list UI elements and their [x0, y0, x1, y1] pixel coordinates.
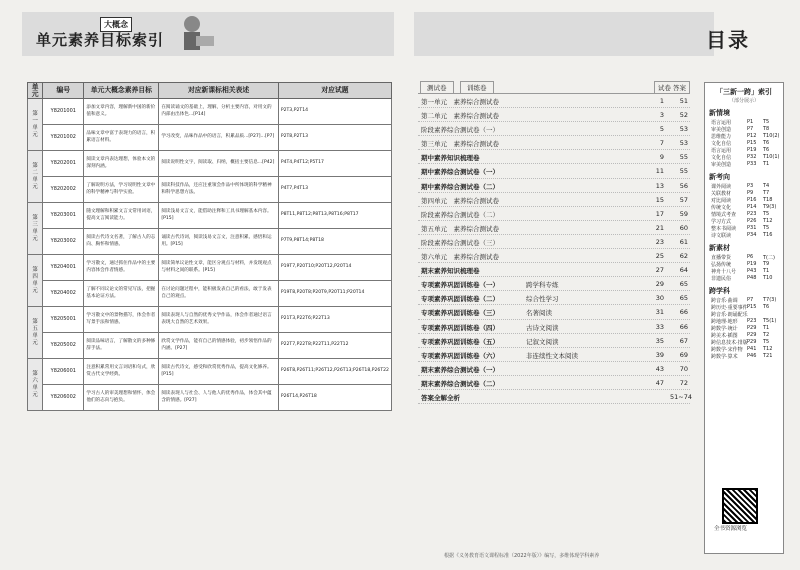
toc-page: 43: [655, 364, 664, 373]
side-item-field: T16: [763, 232, 773, 238]
side-item: [711, 225, 783, 232]
unit-label: 第六单元: [28, 359, 43, 411]
toc-answer-page: 60: [679, 223, 688, 232]
toc-entry[interactable]: [418, 136, 690, 150]
side-item-field: 跨数学·宋作物: [711, 347, 743, 353]
side-item-field: 语言运用: [711, 120, 732, 126]
footnote: 根据《义务教育语文课程标准（2022年版）》编写，多维体现学科素养: [444, 553, 600, 559]
cell-ex: P8T11,P8T12;P8T13,P8T16;P8T17: [278, 203, 391, 229]
side-item-field: T4: [763, 183, 770, 189]
side-item-field: T10(2): [763, 133, 780, 139]
toc-entry[interactable]: [418, 94, 690, 108]
side-item: [711, 268, 783, 275]
toc-answer-page: 61: [679, 237, 688, 246]
toc-title: 第一单元 素养综合测试卷: [421, 98, 499, 106]
side-item: [711, 126, 783, 133]
cell-goal: 品味文章中富于表现力的语言，积累语言材料。: [84, 125, 159, 151]
toc-answer-page: 64: [679, 266, 688, 275]
side-item-field: 诗文联读: [711, 233, 732, 239]
side-item: [711, 232, 783, 239]
toc-title: 专项素养巩固训练卷（一）: [421, 281, 499, 290]
table-header-cell: 对应新课标相关表述: [159, 83, 279, 99]
toc-entry[interactable]: [418, 390, 690, 404]
toc-page: 1: [659, 97, 664, 105]
side-item-field: T10(1): [763, 154, 780, 160]
toc-title: 第四单元 素养综合测试卷: [421, 196, 499, 205]
side-item-field: 关联教材: [711, 191, 732, 197]
toc-title: 第二单元 素养综合测试卷: [421, 112, 499, 121]
side-item: [711, 297, 783, 304]
side-item: [711, 119, 783, 126]
toc-page: 13: [655, 181, 664, 190]
cell-goal: 注意积累常用文言词语和句式，欣赏古代文学经典。: [84, 359, 159, 385]
side-item-field: 整本书阅读: [711, 226, 737, 232]
side-item-field: T21: [763, 353, 773, 359]
cell-goal: 了解不同议论文的常见写法，把握基本论证方法。: [84, 281, 159, 307]
cell-ex: P2T8,P2T13: [278, 125, 391, 151]
side-item-field: P23: [747, 318, 757, 324]
side-item-field: T2: [763, 332, 770, 338]
side-item: [711, 211, 783, 218]
side-item: [711, 147, 783, 154]
toc-page: 17: [655, 209, 664, 218]
toc-title: 专项素养巩固训练卷（六）: [421, 351, 499, 360]
cell-code: Y8202001: [43, 151, 84, 177]
side-item-field: T7: [763, 190, 770, 196]
side-item-field: T5(1): [763, 318, 777, 324]
side-item-field: T10: [763, 275, 773, 281]
side-item-field: P34: [747, 232, 757, 238]
cell-ex: P19T8,P20T8;P20T9,P20T11;P20T14: [278, 281, 391, 307]
toc-answer-page: 56: [679, 181, 688, 190]
toc-subtitle: 跨学科专练: [526, 281, 559, 290]
cell-goal: 阅读品味语言，了解散文的多种修辞手法。: [84, 333, 159, 359]
toc-entry[interactable]: [418, 221, 690, 235]
side-item-field: P29: [747, 332, 757, 338]
cell-goal: 添加文章内容，理解新中国的新价值和意义。: [84, 99, 159, 125]
side-item-field: T1: [763, 325, 770, 331]
toc-entry[interactable]: [418, 179, 690, 193]
side-item-field: 跨数学·统计: [711, 326, 738, 332]
cell-std: 学习改变，品味作品中的语言，积累品质...[P27]...[P7]: [159, 125, 279, 151]
toc-answer-page: 72: [679, 378, 688, 387]
side-item-field: P46: [747, 353, 757, 359]
side-item-field: P15: [747, 304, 757, 310]
side-item-field: 课外阅读: [711, 184, 732, 190]
side-item: [711, 339, 783, 346]
side-item-field: 非遗民俗: [711, 276, 732, 282]
side-item-field: 情境式考查: [711, 212, 737, 218]
toc-page: 11: [655, 167, 664, 176]
side-item-field: T18: [763, 197, 773, 203]
toc-entry[interactable]: [418, 305, 690, 319]
cell-std: 阅读说明性文字，阅读取、归纳，概括主要信息...[P42]: [159, 151, 279, 177]
table-row: [28, 177, 392, 203]
cell-ex: P26T14,P26T18: [278, 385, 391, 411]
toc-title: 阶段素养综合测试卷（三）: [421, 238, 499, 247]
qr-caption: 全书资源浏览: [714, 526, 748, 532]
cell-std: 在讨论问题过程中，能积极发表自己的看法，敢于发表自己的观点。: [159, 281, 279, 307]
side-item-field: P3: [747, 183, 754, 189]
toc-page: 15: [655, 195, 664, 204]
side-item-field: P7: [747, 297, 754, 303]
toc-answer-page: 57: [679, 195, 688, 204]
toc-entry[interactable]: [418, 249, 690, 263]
side-item-field: P19: [747, 147, 757, 153]
side-item-field: P9: [747, 190, 754, 196]
toc-entry[interactable]: [418, 207, 690, 221]
side-item-field: 学习方式: [711, 219, 732, 225]
toc-answer-page: 51: [679, 97, 688, 105]
side-item-field: 文化自信: [711, 141, 732, 147]
toc-entry[interactable]: [418, 348, 690, 362]
side-subtitle: （部分展示）: [728, 98, 759, 104]
side-item: [711, 190, 783, 197]
side-item: [711, 311, 783, 318]
big-concept-tag: 大概念: [100, 17, 132, 32]
side-item-field: P1: [747, 119, 754, 125]
table-row: [28, 359, 392, 385]
side-item-field: P31: [747, 225, 757, 231]
toc-subtitle: 非连续性文本阅读: [526, 351, 578, 360]
qr-code-icon[interactable]: [722, 488, 758, 524]
side-item-field: 语言运用: [711, 148, 732, 154]
cell-code: Y8205002: [43, 333, 84, 359]
right-banner: [414, 12, 714, 56]
side-item-field: T9: [763, 261, 770, 267]
toc-title: 第五单元 素养综合测试卷: [421, 224, 499, 233]
toc-subtitle: 记叙文阅读: [526, 337, 559, 346]
cell-ex: P21T3,P22T6;P22T13: [278, 307, 391, 333]
toc-title: 阶段素养综合测试卷（一）: [421, 126, 499, 135]
toc-answer-page: 65: [679, 280, 688, 289]
side-item: [711, 275, 783, 282]
table-header-cell: 编号: [43, 83, 84, 99]
toc-page: 39: [655, 350, 664, 359]
table-row: [28, 99, 392, 125]
toc-title: 期末素养综合测试卷（二）: [421, 379, 499, 388]
toc-title: 答案全解全析: [421, 393, 460, 402]
side-item-field: P7: [747, 126, 754, 132]
toc-column-headers: 试卷 答案: [654, 81, 690, 94]
side-item-field: 弘扬传统: [711, 262, 732, 268]
side-item: [711, 261, 783, 268]
toc-page: 47: [655, 378, 664, 387]
side-item-field: P15: [747, 140, 757, 146]
cell-ex: P2T3,P2T14: [278, 99, 391, 125]
cell-code: Y8206001: [43, 359, 84, 385]
toc-title: 期中素养综合测试卷（二）: [421, 182, 499, 191]
table-row: [28, 229, 392, 255]
cell-goal: 阅读文章内表达理想，体验本文的深刻内涵。: [84, 151, 159, 177]
side-item-field: 审美创造: [711, 162, 732, 168]
side-item-field: 跨数学·算术: [711, 354, 738, 360]
toc-page: 30: [655, 294, 664, 303]
table-row: [28, 203, 392, 229]
side-item: [711, 254, 783, 261]
unit-label: 第四单元: [28, 255, 43, 307]
cell-std: 诵读古代诗词，阅读浅易文言文，注意积累、感悟和运用。[P15]: [159, 229, 279, 255]
cell-std: 阅读科技作品，还应注重领会作品中所体现的科学精神和科学思想方法。: [159, 177, 279, 203]
cell-code: Y8201001: [43, 99, 84, 125]
toc-entry[interactable]: [418, 334, 690, 348]
side-item-field: 审美创造: [711, 127, 732, 133]
toc-entry[interactable]: [418, 376, 690, 390]
cell-code: Y8206002: [43, 385, 84, 411]
toc-page: 23: [655, 237, 664, 246]
unit-label: 第二单元: [28, 151, 43, 203]
cell-ex: P7T9,P8T14;P8T18: [278, 229, 391, 255]
side-item: [711, 346, 783, 353]
toc-title: 阶段素养综合测试卷（二）: [421, 210, 499, 219]
cell-ex: P19T7,P20T10;P20T12,P20T14: [278, 255, 391, 281]
side-item-field: T9(3): [763, 204, 777, 210]
table-row: [28, 385, 392, 411]
table-header-cell: 单元: [28, 83, 43, 99]
toc-answer-page: 70: [679, 364, 688, 373]
cell-std: 欣赏文学作品，能有自己的情感体验，初步领悟作品的内涵。[P27]: [159, 333, 279, 359]
toc-answer-page: 53: [679, 125, 688, 134]
side-item-field: 跨音乐·曲调: [711, 298, 738, 304]
cell-goal: 阅读古代诗文名著，了解古人的志向、胸怀和情感。: [84, 229, 159, 255]
side-item-field: T5: [763, 211, 770, 217]
side-item: [711, 304, 783, 311]
toc-title: 第三单元 素养综合测试卷: [421, 140, 499, 149]
side-item-field: 跨音乐·朗诵配乐: [711, 312, 748, 318]
toc-title: 期中素养知识梳理卷: [421, 154, 480, 163]
side-item-field: 跨历史·重要事件: [711, 305, 748, 311]
toc-entry[interactable]: [418, 362, 690, 376]
side-item-field: 直播带货: [711, 255, 732, 261]
side-item: [711, 154, 783, 161]
side-item-field: P48: [747, 275, 757, 281]
cell-std: 阅读古代诗文，感受和欣赏优秀作品，提高文化修养。[P15]: [159, 359, 279, 385]
toc-page: 21: [655, 223, 664, 232]
toc-answer-page: 65: [679, 294, 688, 303]
side-item-field: P29: [747, 339, 757, 345]
side-item: [711, 318, 783, 325]
table-header-cell: 单元大概念素养目标: [84, 83, 159, 99]
side-item: [711, 204, 783, 211]
side-item-field: P6: [747, 254, 754, 260]
side-item-field: T5: [763, 225, 770, 231]
side-item-field: T6: [763, 304, 770, 310]
toc-page: 31: [655, 308, 664, 317]
side-item-field: P16: [747, 197, 757, 203]
toc-header: [418, 80, 690, 94]
side-item-field: T5: [763, 119, 770, 125]
toc-entry[interactable]: [418, 193, 690, 207]
toc-entry[interactable]: [418, 277, 690, 291]
cell-ex: P4T4,P4T12;P5T17: [278, 151, 391, 177]
toc-answer-page: 55: [679, 167, 688, 176]
side-item-field: 跨地理·地形: [711, 319, 738, 325]
cell-code: Y8204002: [43, 281, 84, 307]
side-item-field: P29: [747, 325, 757, 331]
side-item-field: P23: [747, 211, 757, 217]
table-row: [28, 255, 392, 281]
toc-entry[interactable]: [418, 263, 690, 277]
side-item-field: P12: [747, 133, 757, 139]
side-item-field: T(二): [763, 255, 775, 261]
toc-answer-page: 67: [679, 336, 688, 345]
side-item-field: T6: [763, 140, 770, 146]
tab-test-papers[interactable]: 测试卷: [420, 81, 454, 94]
side-title: 「三新一跨」索引: [716, 88, 772, 96]
side-item: [711, 183, 783, 190]
cell-std: 阅读表现人与自然的优秀文学作品，体会作者通过语言表现大自然的艺术效果。: [159, 307, 279, 333]
toc-entry[interactable]: [418, 164, 690, 178]
index-table: [27, 82, 392, 411]
toc-answer-page: 69: [679, 350, 688, 359]
side-section-title: 新情境: [709, 109, 730, 117]
side-item-field: P32: [747, 154, 757, 160]
toc-answer-page: 59: [679, 209, 688, 218]
toc-title: 专项素养巩固训练卷（五）: [421, 337, 499, 346]
side-item-field: T1: [763, 268, 770, 274]
cell-std: 阅读简单议论性文章，能区分观点与材料，并发现观点与材料之间的联系。[P15]: [159, 255, 279, 281]
side-item-field: 跨信息技术·排版: [711, 340, 748, 346]
toc-answer-page: 62: [679, 252, 688, 261]
toc-subtitle: 名著阅读: [526, 309, 552, 318]
side-item-field: T7(3): [763, 297, 777, 303]
toc-page: 33: [655, 322, 664, 331]
side-item-field: P26: [747, 218, 757, 224]
side-item-field: T5: [763, 339, 770, 345]
left-page-title: 单元素养目标索引: [36, 31, 165, 49]
cell-code: Y8203001: [43, 203, 84, 229]
side-item-field: P43: [747, 268, 757, 274]
toc-title: 期中素养综合测试卷（一）: [421, 168, 499, 177]
tab-training-papers[interactable]: 训练卷: [460, 81, 494, 94]
side-item-field: P41: [747, 346, 757, 352]
side-item-field: T12: [763, 218, 773, 224]
side-section-title: 新考向: [709, 173, 730, 181]
side-item-field: T12: [763, 346, 773, 352]
toc-title: 专项素养巩固训练卷（三）: [421, 309, 499, 318]
toc-answer-page: 66: [679, 308, 688, 317]
unit-label: 第五单元: [28, 307, 43, 359]
side-item: [711, 353, 783, 360]
cell-ex: P4T7,P4T13: [278, 177, 391, 203]
toc-answer-page: 53: [679, 139, 688, 148]
table-of-contents: [418, 80, 690, 404]
side-item: [711, 332, 783, 339]
cell-code: Y8202002: [43, 177, 84, 203]
table-row: [28, 333, 392, 359]
toc-page: 29: [655, 280, 664, 289]
toc-entry[interactable]: [418, 108, 690, 122]
toc-entry[interactable]: [418, 291, 690, 305]
side-item: [711, 161, 783, 168]
side-item-field: P33: [747, 161, 757, 167]
side-item-field: 对比阅读: [711, 198, 732, 204]
toc-subtitle: 古诗文阅读: [526, 323, 559, 332]
side-item-field: P14: [747, 204, 757, 210]
toc-title: 第六单元 素养综合测试卷: [421, 253, 499, 262]
side-item: [711, 218, 783, 225]
toc-entry[interactable]: [418, 320, 690, 334]
toc-page: 5: [659, 125, 664, 134]
toc-title: 专项素养巩固训练卷（四）: [421, 323, 499, 332]
cartoon-figure-icon: [168, 12, 218, 58]
cell-code: Y8205001: [43, 307, 84, 333]
side-item-field: T6: [763, 147, 770, 153]
cell-goal: 学习古人的审美理想和情怀，体会他们的志向与抱负。: [84, 385, 159, 411]
toc-page: 9: [659, 153, 664, 162]
cell-goal: 学习散文，通过抓住作品中的主要内容体会作者情感。: [84, 255, 159, 281]
table-row: [28, 307, 392, 333]
side-item-field: T1: [763, 161, 770, 167]
side-item-field: 神舟十八号: [711, 269, 737, 275]
table-row: [28, 125, 392, 151]
side-item-field: 思维能力: [711, 134, 732, 140]
side-item: [711, 197, 783, 204]
side-section-title: 跨学科: [709, 287, 730, 295]
side-item-field: P19: [747, 261, 757, 267]
toc-title: 期末素养知识梳理卷: [421, 267, 480, 276]
side-section-title: 新素材: [709, 244, 730, 252]
toc-answer-page: 66: [679, 322, 688, 331]
cell-goal: 学习散文中的景物描写，体会作者写景手法和情感。: [84, 307, 159, 333]
unit-label: 第三单元: [28, 203, 43, 255]
toc-entry[interactable]: [418, 122, 690, 136]
toc-page: 35: [655, 336, 664, 345]
side-item: [711, 140, 783, 147]
toc-entry[interactable]: [418, 235, 690, 249]
table-header-cell: 对应试题: [278, 83, 391, 99]
toc-answer-page: 55: [679, 153, 688, 162]
cell-ex: P22T7,P22T8;P22T11,P22T12: [278, 333, 391, 359]
cell-std: 阅读浅易文言文，能借助注释和工具书理解基本内容。[P15]: [159, 203, 279, 229]
side-item-field: 传统文化: [711, 205, 732, 211]
toc-title: 期末素养综合测试卷（一）: [421, 365, 499, 374]
cell-code: Y8204001: [43, 255, 84, 281]
toc-page: 7: [659, 139, 664, 148]
side-item: [711, 133, 783, 140]
side-item-field: T8: [763, 126, 770, 132]
toc-page: 25: [655, 252, 664, 261]
toc-entry[interactable]: [418, 150, 690, 164]
toc-answer-page: 51~74: [670, 392, 692, 401]
side-item-field: 文化自信: [711, 155, 732, 161]
cell-code: Y8201002: [43, 125, 84, 151]
side-item-field: 跨美术·插图: [711, 333, 738, 339]
cell-goal: 随文理解和积累文言文常用词语，提高文言阅读能力。: [84, 203, 159, 229]
cell-goal: 了解说明方法，学习说明性文章中的科学精神与科学实验。: [84, 177, 159, 203]
side-index-panel: [704, 82, 784, 554]
toc-title: 专项素养巩固训练卷（二）: [421, 295, 499, 304]
toc-page: 27: [655, 266, 664, 275]
cell-std: 在阅读诵文的基础上，理解，分析主要内容，对用文的内部由出体色...[P14]: [159, 99, 279, 125]
side-item: [711, 325, 783, 332]
table-row: [28, 281, 392, 307]
unit-label: 第一单元: [28, 99, 43, 151]
table-row: [28, 151, 392, 177]
cell-code: Y8203002: [43, 229, 84, 255]
toc-page: 3: [659, 111, 664, 120]
cell-std: 阅读表现人与社会、人与他人的优秀作品，体会其中蕴含的情感。[P27]: [159, 385, 279, 411]
cell-ex: P26T8,P26T11;P26T12,P26T13;P26T18,P26T22: [278, 359, 391, 385]
toc-subtitle: 综合性学习: [526, 295, 559, 304]
toc-answer-page: 52: [679, 111, 688, 120]
right-page-title: 目录: [706, 28, 750, 52]
